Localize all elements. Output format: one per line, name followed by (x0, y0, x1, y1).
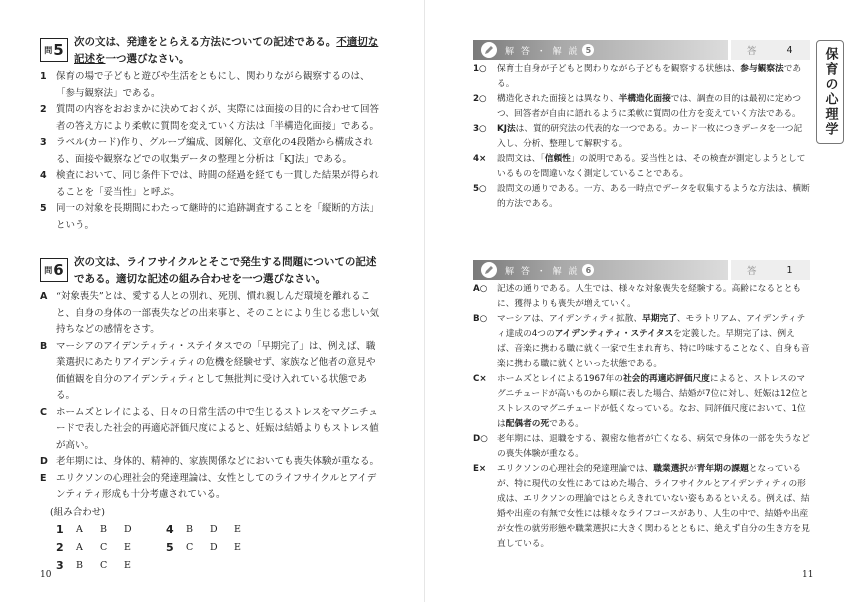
combination-number: 2 (56, 541, 64, 554)
explanation-mark: B○ (473, 314, 488, 324)
explanation-keyword: 社会的再適応評価尺度 (622, 374, 710, 384)
explanation-fragment: 」の説明である。妥当性とは、その検査が測定しようとしているものを間違いなく測定していることである。 (497, 154, 806, 179)
option-item (40, 201, 380, 234)
chapter-side-tab (816, 40, 844, 144)
explanation-fragment: である。 (497, 64, 802, 89)
question-title-text: 次の文は、ライフサイクルとそこで発生する問題についての記述である。 (74, 256, 377, 285)
option-item (40, 454, 380, 471)
answer-value: 4 (786, 44, 793, 56)
answer-5-explanations (473, 62, 810, 212)
question-title-text-end: 適切な記述の組み合わせを一つ選びなさい。 (116, 273, 326, 285)
explanation-fragment: である。 (549, 419, 584, 429)
explanation-fragment: では、調査の目的は最初に定めつつ、回答者が自由に語れるように柔軟に質問の仕方を変えていく方法である。 (497, 94, 802, 119)
explanation-header (473, 40, 728, 60)
explanation-fragment: 構造化された面接とは異なり、 (497, 94, 619, 104)
chapter-title: 保育の心理学 (822, 47, 838, 137)
answer-6 (473, 260, 810, 552)
explanation-row (473, 182, 810, 212)
explanation-label: 解 答 ・ 解 説 (505, 266, 580, 277)
option-text: ホームズとレイによる、日々の日常生活の中で生じるストレスをマグニチュードで表した社会的再適応評価尺度によると、妊娠は結婚よりもストレス値が高い。 (56, 406, 379, 451)
explanation-mark: A○ (473, 284, 488, 294)
explanation-number: 6 (582, 264, 594, 276)
option-key: D (40, 456, 48, 467)
option-text: 同一の対象を長期間にわたって継時的に追跡調査することを「縦断的方法」という。 (56, 203, 380, 231)
option-text: 検査において、同じ条件下では、時間の経過を経ても一貫した結果が得られることを「妥当性」と呼ぶ。 (56, 170, 379, 198)
option-text: ラベル(カード)作り、グループ編成、図解化、文章化の4段階から構成される、面接や観察などでの収集データの整理と分析は「KJ法」である。 (56, 137, 373, 165)
option-item (40, 289, 380, 339)
explanation-keyword: 職業選択 (653, 464, 688, 474)
combination-letter: E (234, 524, 241, 535)
explanation-text (497, 282, 810, 312)
explanation-keyword: 参与観察法 (740, 64, 784, 74)
explanation-mark: E× (473, 464, 487, 474)
explanation-text (497, 462, 810, 552)
combination-letter: D (210, 542, 218, 553)
explanation-keyword: 信頼性 (544, 154, 571, 164)
explanation-fragment: 、モラトリアム、アイデンティティ達成の4つの (497, 314, 806, 339)
answer-box (731, 260, 810, 280)
page-number-left: 10 (40, 570, 52, 580)
option-text: “対象喪失”とは、愛する人との別れ、死別、慣れ親しんだ環境を離れること、自身の身体の一部喪失などの出来事と、そのことにより生じる悲しい気持ちなどの感情をさす。 (56, 291, 380, 335)
explanation-fragment: は、質的研究法の代表的な一つである。カード一枚につきデータを一つ記入し、分析、整理して解釈する。 (497, 124, 803, 149)
explanation-keyword: KJ法 (497, 124, 516, 134)
answer-header-bar (473, 260, 810, 280)
explanation-fragment: マーシアは、アイデンティティ拡散、 (497, 314, 643, 324)
combination-letter: B (100, 524, 107, 535)
explanation-fragment: が (687, 464, 697, 474)
question-title (74, 34, 380, 68)
option-key: 1 (40, 71, 47, 82)
explanation-fragment: となっているが、特に現代の女性にあてはめた場合、ライフサイクルとアイデンティティの形成は、エリクソンの理論ではとらえきれていない姿もあるといえる。例えば、結婚や出産の有無で女性には様々なライフコースがあり、人生の中で、結婚や出産が女性の就労形態や職業選択に大きく関わるとともに、絶えず自分の生き方を見直している。 (497, 464, 810, 549)
option-key: A (40, 291, 48, 302)
combination-label: (組み合わせ) (50, 506, 105, 518)
explanation-fragment: エリクソンの心理社会的発達理論では、 (497, 464, 654, 474)
explanation-header (473, 260, 728, 280)
explanation-mark: 4× (473, 154, 487, 164)
explanation-mark: D○ (473, 434, 488, 444)
combination-letter: E (234, 542, 241, 553)
question-badge (40, 258, 68, 282)
explanation-number: 5 (582, 44, 594, 56)
explanation-text (497, 312, 810, 372)
explanation-fragment: 老年期には、退職をする、親密な他者が亡くなる、病気で身体の一部を失うなどの喪失体験が重なる。 (497, 434, 810, 459)
combination-letter: B (186, 524, 193, 535)
explanation-mark: 2○ (473, 94, 487, 104)
explanation-row (473, 312, 810, 372)
explanation-fragment: によると、ストレスのマグニチュードが高いものから順に表した場合、結婚が7位に対し、妊娠は12位とストレスのマグニチュードが低くなっている。なお、同評価尺度において、1位は (497, 374, 809, 429)
explanation-mark: 5○ (473, 184, 487, 194)
explanation-label: 解 答 ・ 解 説 (505, 46, 580, 57)
explanation-text (497, 182, 810, 212)
combination-row (56, 539, 166, 557)
option-text: 質問の内容をおおまかに決めておくが、実際には面接の目的に合わせて回答者の答え方により柔軟に質問を変えていく方法は「半構造化面接」である。 (56, 104, 380, 132)
combination-letter: C (100, 542, 108, 553)
explanation-mark: C× (473, 374, 487, 384)
explanation-fragment: 記述の通りである。人生では、様々な対象喪失を経験する。高齢になるとともに、獲得よりも喪失が増えていく。 (497, 284, 802, 309)
question-number: 6 (53, 261, 64, 279)
question-title-text-end: 一つ選びなさい。 (105, 53, 190, 65)
answer-box (731, 40, 810, 60)
answer-6-explanations (473, 282, 810, 552)
explanation-text (497, 432, 810, 462)
option-text: エリクソンの心理社会的発達理論は、女性としてのライフサイクルとアイデンティティ形成も十分考慮されている。 (56, 472, 377, 500)
pencil-icon (481, 42, 497, 58)
combination-row (166, 539, 276, 557)
answer-label: 答 (747, 266, 757, 277)
question-badge (40, 38, 68, 62)
combination-letter: D (210, 524, 218, 535)
question-5-options (40, 69, 380, 234)
explanation-text (497, 152, 810, 182)
page-number-right: 11 (802, 570, 814, 580)
combination-letter: B (76, 560, 83, 571)
option-item (40, 135, 380, 168)
combination-row (166, 521, 276, 539)
explanation-keyword: 青年期の課題 (696, 464, 749, 474)
explanation-text (497, 92, 810, 122)
option-key: 4 (40, 170, 47, 181)
combination-number: 4 (166, 523, 174, 536)
option-key: B (40, 340, 48, 352)
explanation-row (473, 372, 810, 432)
pencil-icon (481, 262, 497, 278)
explanation-keyword: 早期完了 (642, 314, 677, 324)
option-item (40, 471, 380, 504)
explanation-fragment: ホームズとレイによる1967年の (497, 374, 623, 384)
question-6 (40, 254, 380, 575)
explanation-text (497, 372, 810, 432)
explanation-row (473, 462, 810, 552)
right-page (425, 0, 850, 602)
explanation-text (497, 122, 810, 152)
question-6-header (40, 254, 380, 288)
option-key: 3 (40, 137, 47, 148)
explanation-fragment: を定義した。早期完了は、例えば、音楽に携わる職に就く一家で生まれ育ち、特に吟味することなく、自身も音楽に携わる職に就くといった状態である。 (497, 329, 810, 369)
option-item (40, 405, 380, 455)
combination-row (56, 557, 166, 575)
option-text: 保育の場で子どもと遊びや生活をともにし、関わりながら観察するのは、「参与観察法」である。 (56, 71, 370, 99)
explanation-text (497, 62, 810, 92)
combination-number: 3 (56, 559, 64, 572)
answer-label: 答 (747, 46, 757, 57)
explanation-row (473, 432, 810, 462)
option-item (40, 69, 380, 102)
combination-letter: A (76, 542, 83, 553)
combination-grid (56, 521, 380, 575)
combination-letter: E (124, 560, 131, 571)
explanation-keyword: 半構造化面接 (618, 94, 671, 104)
explanation-row (473, 152, 810, 182)
combination-row (56, 521, 166, 539)
option-key: E (40, 472, 47, 484)
answer-header-bar (473, 40, 810, 60)
option-key: 5 (40, 203, 47, 214)
explanation-row (473, 122, 810, 152)
option-key: 2 (40, 104, 47, 115)
explanation-row (473, 92, 810, 122)
explanation-row (473, 282, 810, 312)
answer-value: 1 (786, 264, 793, 276)
option-item (40, 168, 380, 201)
question-number: 5 (53, 41, 64, 59)
explanation-fragment: 保育士自身が子どもと関わりながら子どもを観察する状態は、 (497, 64, 741, 74)
question-title (74, 254, 380, 288)
combination-letter: E (124, 542, 131, 553)
combination-letter: C (100, 560, 108, 571)
question-5-header (40, 34, 380, 68)
combination-letter: A (76, 524, 83, 535)
explanation-fragment: 設問文は、「 (497, 154, 545, 164)
explanation-keyword: 配偶者の死 (505, 419, 550, 429)
question-title-underlined: 不適切な記述を (74, 36, 379, 65)
combination-number: 1 (56, 523, 64, 536)
option-text: マーシアのアイデンティティ・ステイタスでの「早期完了」は、例えば、職業選択にあたりアイデンティティの危機を経験せず、家族など他者の意見や価値観を自分のアイデンティティとして無批判に受け入れている状態である。 (56, 340, 376, 401)
combination-letter: C (186, 542, 194, 553)
explanation-mark: 3○ (473, 124, 487, 134)
question-word: 問 (44, 45, 53, 55)
question-5 (40, 34, 380, 234)
question-6-options (40, 289, 380, 504)
answer-5 (473, 40, 810, 212)
explanation-row (473, 62, 810, 92)
question-word: 問 (44, 265, 53, 275)
combination-letter: D (124, 524, 132, 535)
explanation-keyword: アイデンティティ・ステイタス (554, 329, 674, 339)
explanation-mark: 1○ (473, 64, 487, 74)
explanation-fragment: 設問文の通りである。一方、ある一時点でデータを収集するような方法は、横断的方法である。 (497, 184, 810, 209)
combination-number: 5 (166, 541, 174, 554)
option-key: C (40, 406, 47, 418)
option-item (40, 102, 380, 135)
question-title-text: 次の文は、発達をとらえる方法についての記述である。 (74, 36, 337, 48)
option-item (40, 339, 380, 405)
option-text: 老年期には、身体的、精神的、家族関係などにおいても喪失体験が重なる。 (56, 456, 380, 467)
